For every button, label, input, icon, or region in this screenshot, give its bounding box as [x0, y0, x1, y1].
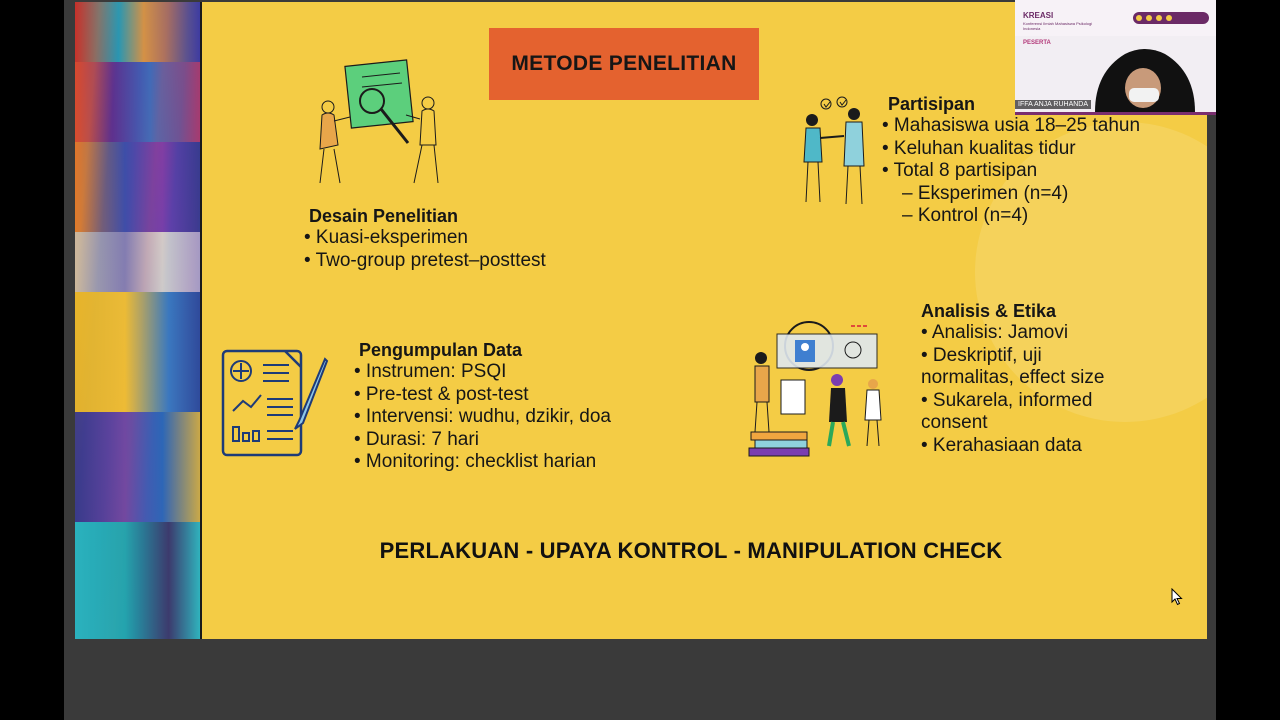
data-collection-item: • Durasi: 7 hari: [354, 428, 479, 450]
data-collection-list: [354, 361, 611, 474]
webcam-participant-name: IFFA ANJA RUHANDA: [1015, 100, 1091, 109]
slide-title: METODE PENELITIAN: [511, 52, 737, 75]
research-design-list: [304, 227, 546, 272]
research-design-item: • Kuasi-eksperimen: [304, 227, 468, 248]
participants-section: [888, 93, 975, 115]
analysis-list: [921, 322, 1104, 457]
slide-title-box: [489, 28, 759, 100]
webcam-brand: KREASI: [1023, 11, 1054, 20]
participants-list: [882, 115, 1140, 228]
participants-item: • Mahasiswa usia 18–25 tahun: [882, 115, 1141, 136]
data-collection-item: • Intervensi: wudhu, dzikir, doa: [354, 406, 611, 427]
participant-avatar: [1075, 40, 1216, 112]
data-collection-heading: Pengumpulan Data: [359, 340, 523, 360]
webcam-subtitle: Konferensi Ilmiah Mahasiswa Psikologi Indonesia: [1023, 21, 1093, 31]
analysis-section: [921, 300, 1056, 322]
analysis-illustration: [747, 320, 887, 458]
analysis-item: • Deskriptif, uji: [921, 344, 1042, 366]
analysis-item: normalitas, effect size: [921, 367, 1105, 388]
participants-heading: Partisipan: [888, 94, 976, 114]
research-design-heading: Desain Penelitian: [309, 206, 459, 226]
webcam-role: PESERTA: [1023, 40, 1051, 46]
research-design-item: • Two-group pretest–posttest: [304, 249, 546, 271]
research-design-section: [309, 205, 458, 227]
analysis-item: • Sukarela, informed: [921, 389, 1093, 411]
analysis-item: • Kerahasiaan data: [921, 434, 1082, 456]
analysis-item: consent: [921, 412, 988, 433]
webcam-overlay: [1015, 0, 1216, 115]
research-design-illustration: [310, 57, 450, 192]
data-collection-illustration: [221, 347, 331, 459]
data-collection-item: • Pre-test & post-test: [354, 383, 529, 405]
participants-item: • Total 8 partisipan: [882, 160, 1038, 181]
participants-subitem: – Kontrol (n=4): [902, 205, 1029, 226]
analysis-heading: Analisis & Etika: [921, 301, 1057, 321]
slide-footer-text: PERLAKUAN - UPAYA KONTROL - MANIPULATION CHECK: [379, 538, 1003, 563]
data-collection-section: [359, 339, 522, 361]
participants-subitem: – Eksperimen (n=4): [902, 182, 1069, 204]
participants-item: • Keluhan kualitas tidur: [882, 137, 1076, 159]
data-collection-item: • Instrumen: PSQI: [354, 361, 507, 382]
analysis-item: • Analisis: Jamovi: [921, 322, 1069, 343]
participants-illustration: [798, 94, 878, 209]
data-collection-item: • Monitoring: checklist harian: [354, 451, 597, 472]
mouse-cursor-icon: [1171, 588, 1183, 606]
